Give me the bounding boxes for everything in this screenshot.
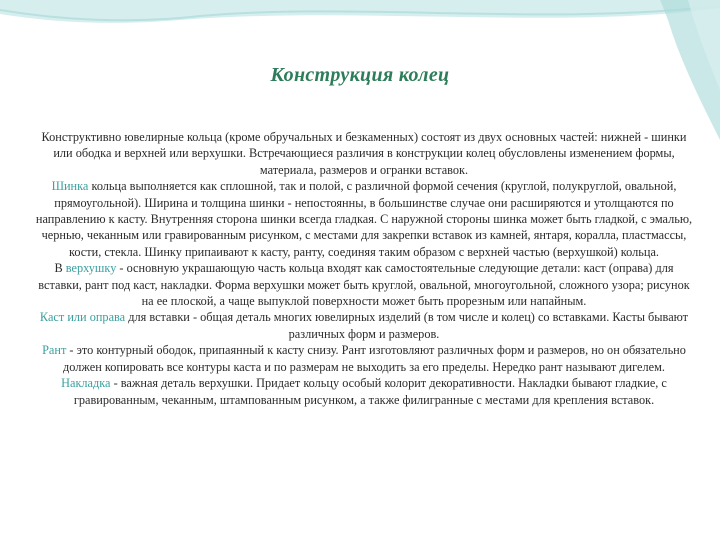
term-verkhushka: верхушку <box>65 261 117 276</box>
term-rant: Рант <box>42 343 67 358</box>
paragraph-text: для вставки - общая деталь многих ювелирных изделий (в том числе и колец) со вставками. Касты бывают различных форм и размеров. <box>125 310 689 341</box>
decorative-wave-top <box>0 0 720 40</box>
term-shinka: Шинка <box>51 179 89 194</box>
paragraph-text: - это контурный ободок, припаянный к касту снизу. Рант изготовляют различных форм и размеров, но он обязательно должен копировать все контуры каста и по размерам не выходить за его пределы. Нередко рант называют дигелем. <box>63 343 686 374</box>
paragraph-text: кольца выполняется как сплошной, так и полой, с различной формой сечения (круглой, полукруглой, овальной, прямоугольной). Ширина и толщина шинки - непостоянны, в большинстве случае они расширяются и утолщаются по направлению к касту. Внутренняя сторона шинки всегда гладкая. С наружной стороны шинка может быть гладкой, с эмалью, чернью, чеканным или гравированным рисунком, с местами для закрепки вставок из камней, янтаря, коралла, пластмассы, кости, стекла. Шинку припаивают к касту, ранту, соединяя таким образом с верхней частью (верхушкой) кольца. <box>35 179 693 259</box>
paragraph-prefix: В <box>54 261 66 276</box>
paragraph-text: - важная деталь верхушки. Придает кольцу особый колорит декоративности. Накладки бывают гладкие, с гравированным, чеканным, штампованным рисунком, а также филигранные с местами для крепления вставок. <box>73 376 667 407</box>
rant-paragraph <box>34 342 694 375</box>
term-nakladka: Накладка <box>61 376 111 391</box>
intro-paragraph: Конструктивно ювелирные кольца (кроме обручальных и безкаменных) состоят из двух основных частей: нижней - шинки или ободка и верхней или верхушки. Встречающиеся различия в конструкции колец обусловлены изменением формы, материала, размеров и огранки вставок. <box>41 130 687 177</box>
paragraph-text: - основную украшающую часть кольца входят как самостоятельные следующие детали: каст (оправа) для вставки, рант под каст, накладки. Форма верхушки может быть круглой, овальной, многоугольной, сложного узора; рисунок на ее плоской, а чаще выпуклой поверхности может быть прорезным или напайным. <box>38 261 690 309</box>
nakladka-paragraph <box>34 375 694 408</box>
kast-paragraph <box>34 309 694 342</box>
content-body <box>34 129 694 529</box>
page-title: Конструкция колец <box>270 64 450 86</box>
verkhushka-paragraph <box>34 260 694 309</box>
shinka-paragraph <box>34 178 694 260</box>
term-kast: Каст или оправа <box>39 310 126 325</box>
